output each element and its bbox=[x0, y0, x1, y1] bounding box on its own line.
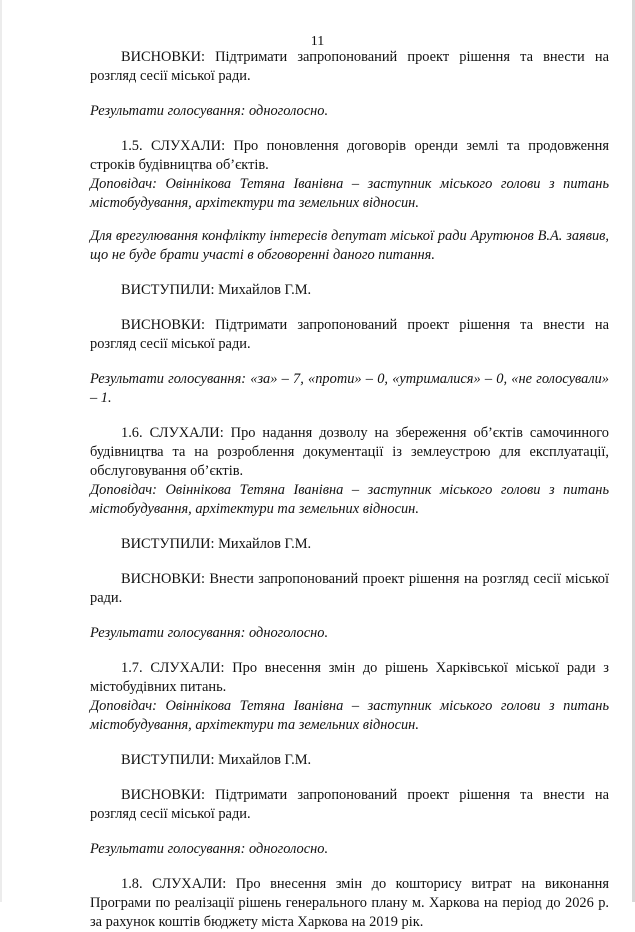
page-number: 11 bbox=[310, 34, 325, 49]
speakers-paragraph: ВИСТУПИЛИ: Михайлов Г.М. bbox=[121, 536, 312, 552]
voting-result: Результати голосування: одноголосно. bbox=[90, 841, 329, 857]
speaker-paragraph: Доповідач: Овіннікова Тетяна Іванівна – заступник міського голови з питань містобудування, архітектури та земельних відносин. bbox=[90, 482, 609, 517]
speakers-paragraph: ВИСТУПИЛИ: Михайлов Г.М. bbox=[121, 282, 312, 298]
speaker-paragraph: Доповідач: Овіннікова Тетяна Іванівна – заступник міського голови з питань містобудування, архітектури та земельних відносин. bbox=[90, 176, 609, 211]
voting-result: Результати голосування: «за» – 7, «проти» – 0, «утрималися» – 0, «не голосували» – 1. bbox=[90, 371, 609, 406]
voting-result: Результати голосування: одноголосно. bbox=[90, 625, 329, 641]
speakers-paragraph: ВИСТУПИЛИ: Михайлов Г.М. bbox=[121, 752, 312, 768]
conclusion-paragraph: ВИСНОВКИ: Підтримати запропонований проект рішення та внести на розгляд сесії міської ради. bbox=[90, 787, 609, 822]
agenda-item-heard: 1.5. СЛУХАЛИ: Про поновлення договорів оренди землі та продовження строків будівництва об’єктів. bbox=[90, 138, 609, 173]
document-body bbox=[90, 48, 609, 932]
conflict-of-interest-note: Для врегулювання конфлікту інтересів депутат міської ради Арутюнов В.А. заявив, що не буде брати участі в обговоренні даного питання. bbox=[90, 228, 609, 263]
speaker-paragraph: Доповідач: Овіннікова Тетяна Іванівна – заступник міського голови з питань містобудування, архітектури та земельних відносин. bbox=[90, 698, 609, 733]
conclusion-paragraph: ВИСНОВКИ: Підтримати запропонований проект рішення та внести на розгляд сесії міської ради. bbox=[90, 49, 609, 84]
agenda-item-heard: 1.7. СЛУХАЛИ: Про внесення змін до рішень Харківської міської ради з містобудівних питань. bbox=[90, 660, 609, 695]
agenda-item-heard: 1.6. СЛУХАЛИ: Про надання дозволу на збереження об’єктів самочинного будівництва та на розроблення документації із землеустрою для експлуатації, обслуговування об’єктів. bbox=[90, 425, 609, 479]
agenda-item-heard: 1.8. СЛУХАЛИ: Про внесення змін до кошторису витрат на виконання Програми по реалізації рішень генерального плану м. Харкова на період до 2026 р. за рахунок коштів бюджету міста Харкова на 2019 рік. bbox=[90, 876, 609, 930]
conclusion-paragraph: ВИСНОВКИ: Внести запропонований проект рішення на розгляд сесії міської ради. bbox=[90, 571, 609, 606]
voting-result: Результати голосування: одноголосно. bbox=[90, 103, 329, 119]
scan-edge-left bbox=[0, 0, 2, 902]
conclusion-paragraph: ВИСНОВКИ: Підтримати запропонований проект рішення та внести на розгляд сесії міської ради. bbox=[90, 317, 609, 352]
